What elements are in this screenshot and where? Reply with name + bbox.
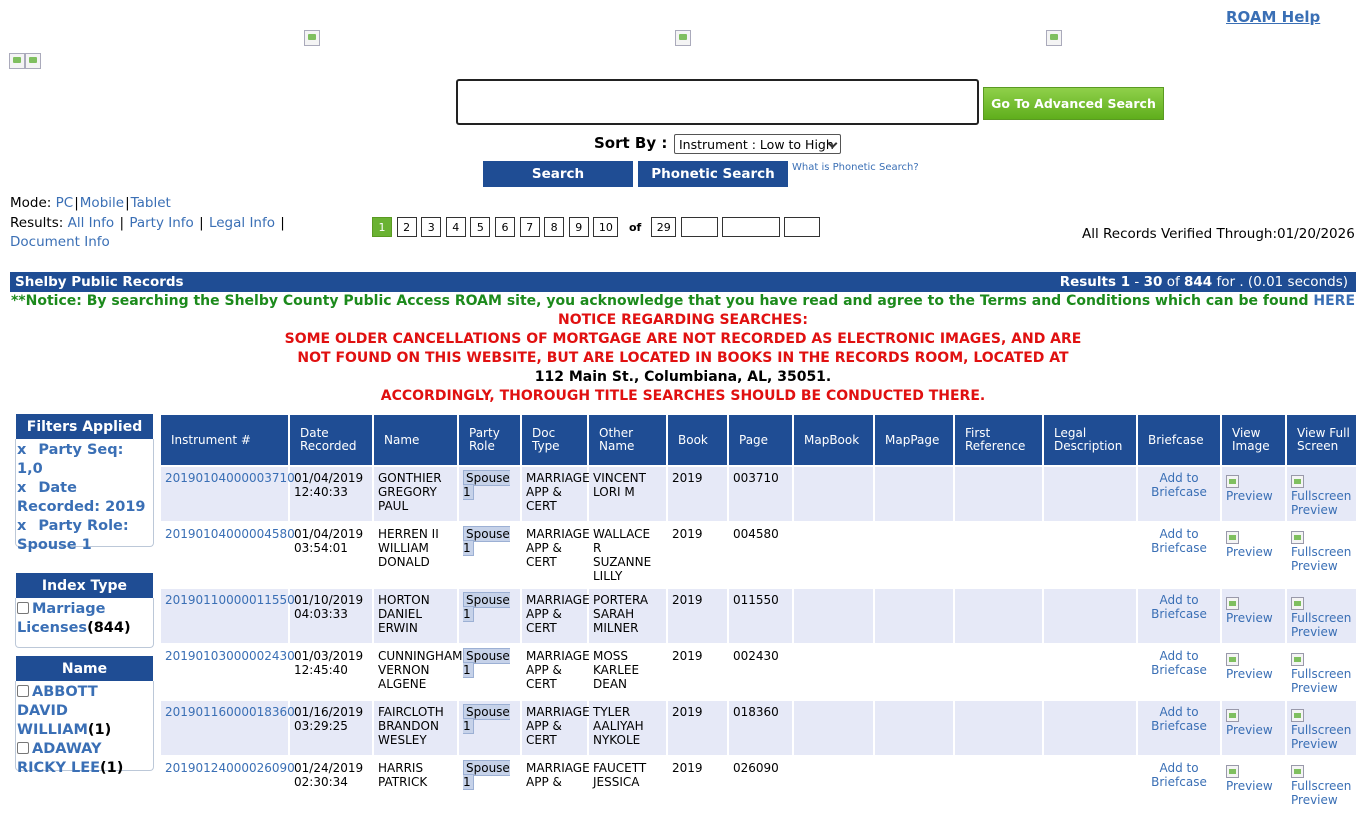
broken-image-icon: [675, 30, 691, 46]
pagination: [372, 217, 824, 237]
other-name-cell: TYLER AALIYAH NYKOLE: [589, 701, 666, 755]
doc-type-cell: MARRIAGE APP & CERT: [522, 523, 587, 587]
party-role-cell: Spouse 1: [459, 523, 520, 587]
page-8-button[interactable]: 8: [544, 217, 564, 237]
page-jump-input[interactable]: [784, 217, 820, 237]
party-role-cell: Spouse 1: [459, 645, 520, 699]
party-role-cell: Spouse 1: [459, 701, 520, 755]
book-cell: 2019: [668, 467, 727, 521]
search-notice-line: NOT FOUND ON THIS WEBSITE, BUT ARE LOCATED IN BOOKS IN THE RECORDS ROOM, LOCATED AT: [297, 350, 1069, 366]
preview-link[interactable]: Preview: [1226, 779, 1273, 793]
records-verified-text: All Records Verified Through:01/20/2026: [1082, 226, 1355, 242]
page-5-button[interactable]: 5: [470, 217, 490, 237]
sort-by-label: Sort By :: [594, 134, 668, 152]
image-icon: [1226, 531, 1239, 544]
page-cell: 003710: [729, 467, 792, 521]
image-icon: [1291, 765, 1304, 778]
first-reference-cell: [955, 757, 1042, 811]
filters-applied-header: Filters Applied: [16, 414, 153, 439]
legal-description-cell: [1044, 467, 1136, 521]
name-cell: HARRIS PATRICK: [374, 757, 457, 811]
date-recorded-cell: 01/10/2019 04:03:33: [290, 589, 372, 643]
col-header-instrument[interactable]: Instrument #: [161, 415, 288, 465]
other-name-cell: FAUCETT JESSICA: [589, 757, 666, 811]
instrument-link[interactable]: 20190124000026090: [165, 761, 295, 775]
col-header-briefcase: Briefcase: [1138, 415, 1220, 465]
image-icon: [1291, 475, 1304, 488]
index-type-count: (844): [87, 620, 131, 636]
instrument-link[interactable]: 20190103000002430: [165, 649, 295, 663]
page-cell: 026090: [729, 757, 792, 811]
sort-by-value: Instrument : Low to High: [679, 136, 834, 152]
search-notice-line: ACCORDINGLY, THOROUGH TITLE SEARCHES SHOULD BE CONDUCTED THERE.: [380, 388, 986, 404]
mapbook-cell: [794, 467, 873, 521]
col-header-book[interactable]: Book: [668, 415, 727, 465]
add-to-briefcase-link[interactable]: Add to Briefcase: [1151, 649, 1207, 677]
date-recorded-cell: 01/24/2019 02:30:34: [290, 757, 372, 811]
broken-logo-icon: [25, 53, 41, 69]
fullscreen-preview-link[interactable]: Fullscreen Preview: [1291, 545, 1352, 573]
index-type-checkbox[interactable]: [17, 602, 29, 614]
mappage-cell: [875, 645, 953, 699]
sort-by-select[interactable]: [674, 134, 841, 154]
book-cell: 2019: [668, 701, 727, 755]
other-name-cell: VINCENT LORI M: [589, 467, 666, 521]
page-cell: 004580: [729, 523, 792, 587]
instrument-link[interactable]: 20190104000003710: [165, 471, 295, 485]
doc-type-cell: MARRIAGE APP &: [522, 757, 587, 811]
party-role-cell: Spouse 1: [459, 757, 520, 811]
add-to-briefcase-link[interactable]: Add to Briefcase: [1151, 593, 1207, 621]
name-checkbox[interactable]: [17, 742, 29, 754]
results-label: Results:: [10, 214, 64, 231]
name-count: (1): [100, 760, 124, 776]
fullscreen-preview-link[interactable]: Fullscreen Preview: [1291, 723, 1352, 751]
filter-item[interactable]: x Party Role: Spouse 1: [17, 518, 129, 553]
legal-description-cell: [1044, 589, 1136, 643]
doc-type-cell: MARRIAGE APP & CERT: [522, 467, 587, 521]
page-cell: 018360: [729, 701, 792, 755]
first-reference-cell: [955, 701, 1042, 755]
page-total-button[interactable]: 29: [651, 217, 676, 237]
party-role-cell: Spouse 1: [459, 589, 520, 643]
page-1-button[interactable]: 1: [372, 217, 392, 237]
filter-item[interactable]: x Date Recorded: 2019: [17, 480, 146, 515]
page-6-button[interactable]: 6: [495, 217, 515, 237]
broken-logo-icon: [9, 53, 25, 69]
results-all-info-link[interactable]: All Info: [67, 214, 115, 231]
advanced-search-button[interactable]: Go To Advanced Search: [983, 87, 1164, 120]
search-notice-title: NOTICE REGARDING SEARCHES:: [558, 312, 808, 328]
preview-link[interactable]: Preview: [1226, 723, 1273, 737]
mappage-cell: [875, 589, 953, 643]
image-icon: [1291, 709, 1304, 722]
preview-link[interactable]: Preview: [1226, 667, 1273, 681]
roam-help-link[interactable]: ROAM Help: [1226, 8, 1321, 26]
mode-results-block: Mode: PC|Mobile|Tablet Results: All Info | Party Info | Legal Info | Document Info: [10, 195, 285, 250]
name-filter-link[interactable]: ABBOTT DAVID WILLIAM: [17, 684, 98, 738]
legal-description-cell: [1044, 523, 1136, 587]
date-recorded-cell: 01/16/2019 03:29:25: [290, 701, 372, 755]
table-header-row: [161, 415, 1356, 465]
book-cell: 2019: [668, 523, 727, 587]
table-row: [161, 589, 1356, 643]
mapbook-cell: [794, 645, 873, 699]
mappage-cell: [875, 757, 953, 811]
records-room-address: 112 Main St., Columbiana, AL, 35051.: [534, 369, 832, 385]
fullscreen-preview-link[interactable]: Fullscreen Preview: [1291, 779, 1352, 807]
col-header-mapbook[interactable]: MapBook: [794, 415, 873, 465]
phonetic-search-button[interactable]: Phonetic Search: [638, 161, 788, 187]
add-to-briefcase-link[interactable]: Add to Briefcase: [1151, 527, 1207, 555]
pager-of-label: of: [628, 220, 642, 234]
image-icon: [1226, 709, 1239, 722]
name-cell: FAIRCLOTH BRANDON WESLEY: [374, 701, 457, 755]
preview-link[interactable]: Preview: [1226, 489, 1273, 503]
table-row: [161, 467, 1356, 521]
add-to-briefcase-link[interactable]: Add to Briefcase: [1151, 705, 1207, 733]
first-reference-cell: [955, 589, 1042, 643]
mode-tablet-link[interactable]: Tablet: [130, 195, 171, 211]
first-reference-cell: [955, 523, 1042, 587]
page-4-button[interactable]: 4: [446, 217, 466, 237]
image-icon: [1226, 597, 1239, 610]
legal-description-cell: [1044, 757, 1136, 811]
preview-link[interactable]: Preview: [1226, 611, 1273, 625]
name-cell: HERREN II WILLIAM DONALD: [374, 523, 457, 587]
name-filter-link[interactable]: ADAWAY RICKY LEE: [17, 741, 102, 776]
first-reference-cell: [955, 645, 1042, 699]
name-checkbox[interactable]: [17, 685, 29, 697]
terms-here-link[interactable]: HERE: [1313, 293, 1356, 309]
instrument-link[interactable]: 20190116000018360: [165, 705, 295, 719]
table-row: [161, 645, 1356, 699]
mapbook-cell: [794, 701, 873, 755]
fullscreen-preview-link[interactable]: Fullscreen Preview: [1291, 667, 1352, 695]
image-icon: [1226, 475, 1239, 488]
index-type-link[interactable]: Marriage Licenses: [17, 601, 106, 636]
col-header-legal-description[interactable]: Legal Description: [1044, 415, 1136, 465]
page-cell: 002430: [729, 645, 792, 699]
remove-filter-icon[interactable]: x: [17, 518, 27, 534]
image-icon: [1291, 531, 1304, 544]
mapbook-cell: [794, 589, 873, 643]
mode-mobile-link[interactable]: Mobile: [79, 195, 125, 211]
results-table: [159, 413, 1358, 813]
mappage-cell: [875, 523, 953, 587]
fullscreen-preview-link[interactable]: Fullscreen Preview: [1291, 489, 1352, 517]
index-type-header: Index Type: [16, 573, 153, 598]
image-icon: [1291, 597, 1304, 610]
site-title: Shelby Public Records: [15, 274, 184, 290]
page-10-button[interactable]: 10: [593, 217, 618, 237]
results-summary: Results 1 - 30 of 844 for . (0.01 seconds): [1059, 274, 1348, 290]
name-cell: CUNNINGHAM VERNON ALGENE: [374, 645, 457, 699]
other-name-cell: PORTERA SARAH MILNER: [589, 589, 666, 643]
results-titlebar: [10, 272, 1356, 292]
filters-applied-box: [15, 439, 154, 553]
col-header-page[interactable]: Page: [729, 415, 792, 465]
table-row: [161, 757, 1356, 811]
preview-link[interactable]: Preview: [1226, 545, 1273, 559]
col-header-date-recorded[interactable]: Date Recorded: [290, 415, 372, 465]
name-filter-box: [15, 681, 154, 776]
image-icon: [1226, 653, 1239, 666]
image-icon: [1226, 765, 1239, 778]
search-input[interactable]: [456, 79, 979, 125]
broken-image-icon: [1046, 30, 1062, 46]
mappage-cell: [875, 701, 953, 755]
image-icon: [1291, 653, 1304, 666]
page-7-button[interactable]: 7: [520, 217, 540, 237]
page-2-button[interactable]: 2: [397, 217, 417, 237]
table-row: [161, 701, 1356, 755]
col-header-mappage[interactable]: MapPage: [875, 415, 953, 465]
col-header-other-name[interactable]: Other Name: [589, 415, 666, 465]
page-jump-input[interactable]: [722, 217, 780, 237]
col-header-party-role[interactable]: Party Role: [459, 415, 520, 465]
book-cell: 2019: [668, 589, 727, 643]
add-to-briefcase-link[interactable]: Add to Briefcase: [1151, 761, 1207, 789]
mode-label: Mode:: [10, 195, 52, 211]
date-recorded-cell: 01/04/2019 03:54:01: [290, 523, 372, 587]
results-document-info-link[interactable]: Document Info: [10, 234, 110, 250]
first-reference-cell: [955, 467, 1042, 521]
search-button[interactable]: Search: [483, 161, 633, 187]
index-type-box: [15, 598, 154, 648]
table-row: [161, 523, 1356, 587]
party-role-cell: Spouse 1: [459, 467, 520, 521]
doc-type-cell: MARRIAGE APP & CERT: [522, 701, 587, 755]
name-cell: HORTON DANIEL ERWIN: [374, 589, 457, 643]
phonetic-help-link[interactable]: What is Phonetic Search?: [792, 162, 919, 173]
name-count: (1): [87, 722, 112, 738]
legal-description-cell: [1044, 701, 1136, 755]
doc-type-cell: MARRIAGE APP & CERT: [522, 589, 587, 643]
page-3-button[interactable]: 3: [421, 217, 441, 237]
col-header-doc-type[interactable]: Doc Type: [522, 415, 587, 465]
date-recorded-cell: 01/03/2019 12:45:40: [290, 645, 372, 699]
instrument-link[interactable]: 20190110000011550: [165, 593, 295, 607]
other-name-cell: MOSS KARLEE DEAN: [589, 645, 666, 699]
mapbook-cell: [794, 523, 873, 587]
mode-pc-link[interactable]: PC: [55, 195, 74, 211]
search-notice-line: SOME OLDER CANCELLATIONS OF MORTGAGE ARE NOT RECORDED AS ELECTRONIC IMAGES, AND ARE: [284, 331, 1082, 347]
page-9-button[interactable]: 9: [569, 217, 589, 237]
doc-type-cell: MARRIAGE APP & CERT: [522, 645, 587, 699]
terms-notice: **Notice: By searching the Shelby County Public Access ROAM site, you acknowledge that you have read and agree to the Terms and Conditions which can be found HERE: [10, 293, 1356, 309]
remove-filter-icon[interactable]: x: [17, 442, 27, 458]
name-filter-header: Name: [16, 656, 153, 681]
page-cell: 011550: [729, 589, 792, 643]
mapbook-cell: [794, 757, 873, 811]
book-cell: 2019: [668, 757, 727, 811]
book-cell: 2019: [668, 645, 727, 699]
col-header-view-image: View Image: [1222, 415, 1285, 465]
col-header-name[interactable]: Name: [374, 415, 457, 465]
legal-description-cell: [1044, 645, 1136, 699]
add-to-briefcase-link[interactable]: Add to Briefcase: [1151, 471, 1207, 499]
instrument-link[interactable]: 20190104000004580: [165, 527, 295, 541]
col-header-first-reference[interactable]: First Reference: [955, 415, 1042, 465]
other-name-cell: WALLACE R SUZANNE LILLY: [589, 523, 666, 587]
results-legal-info-link[interactable]: Legal Info: [208, 214, 275, 231]
filter-item[interactable]: x Party Seq: 1,0: [17, 442, 124, 477]
date-recorded-cell: 01/04/2019 12:40:33: [290, 467, 372, 521]
col-header-view-full-screen: View Full Screen: [1287, 415, 1356, 465]
fullscreen-preview-link[interactable]: Fullscreen Preview: [1291, 611, 1352, 639]
page-jump-input[interactable]: [681, 217, 718, 237]
remove-filter-icon[interactable]: x: [17, 480, 27, 496]
name-cell: GONTHIER GREGORY PAUL: [374, 467, 457, 521]
mappage-cell: [875, 467, 953, 521]
results-party-info-link[interactable]: Party Info: [129, 214, 194, 231]
broken-image-icon: [304, 30, 320, 46]
